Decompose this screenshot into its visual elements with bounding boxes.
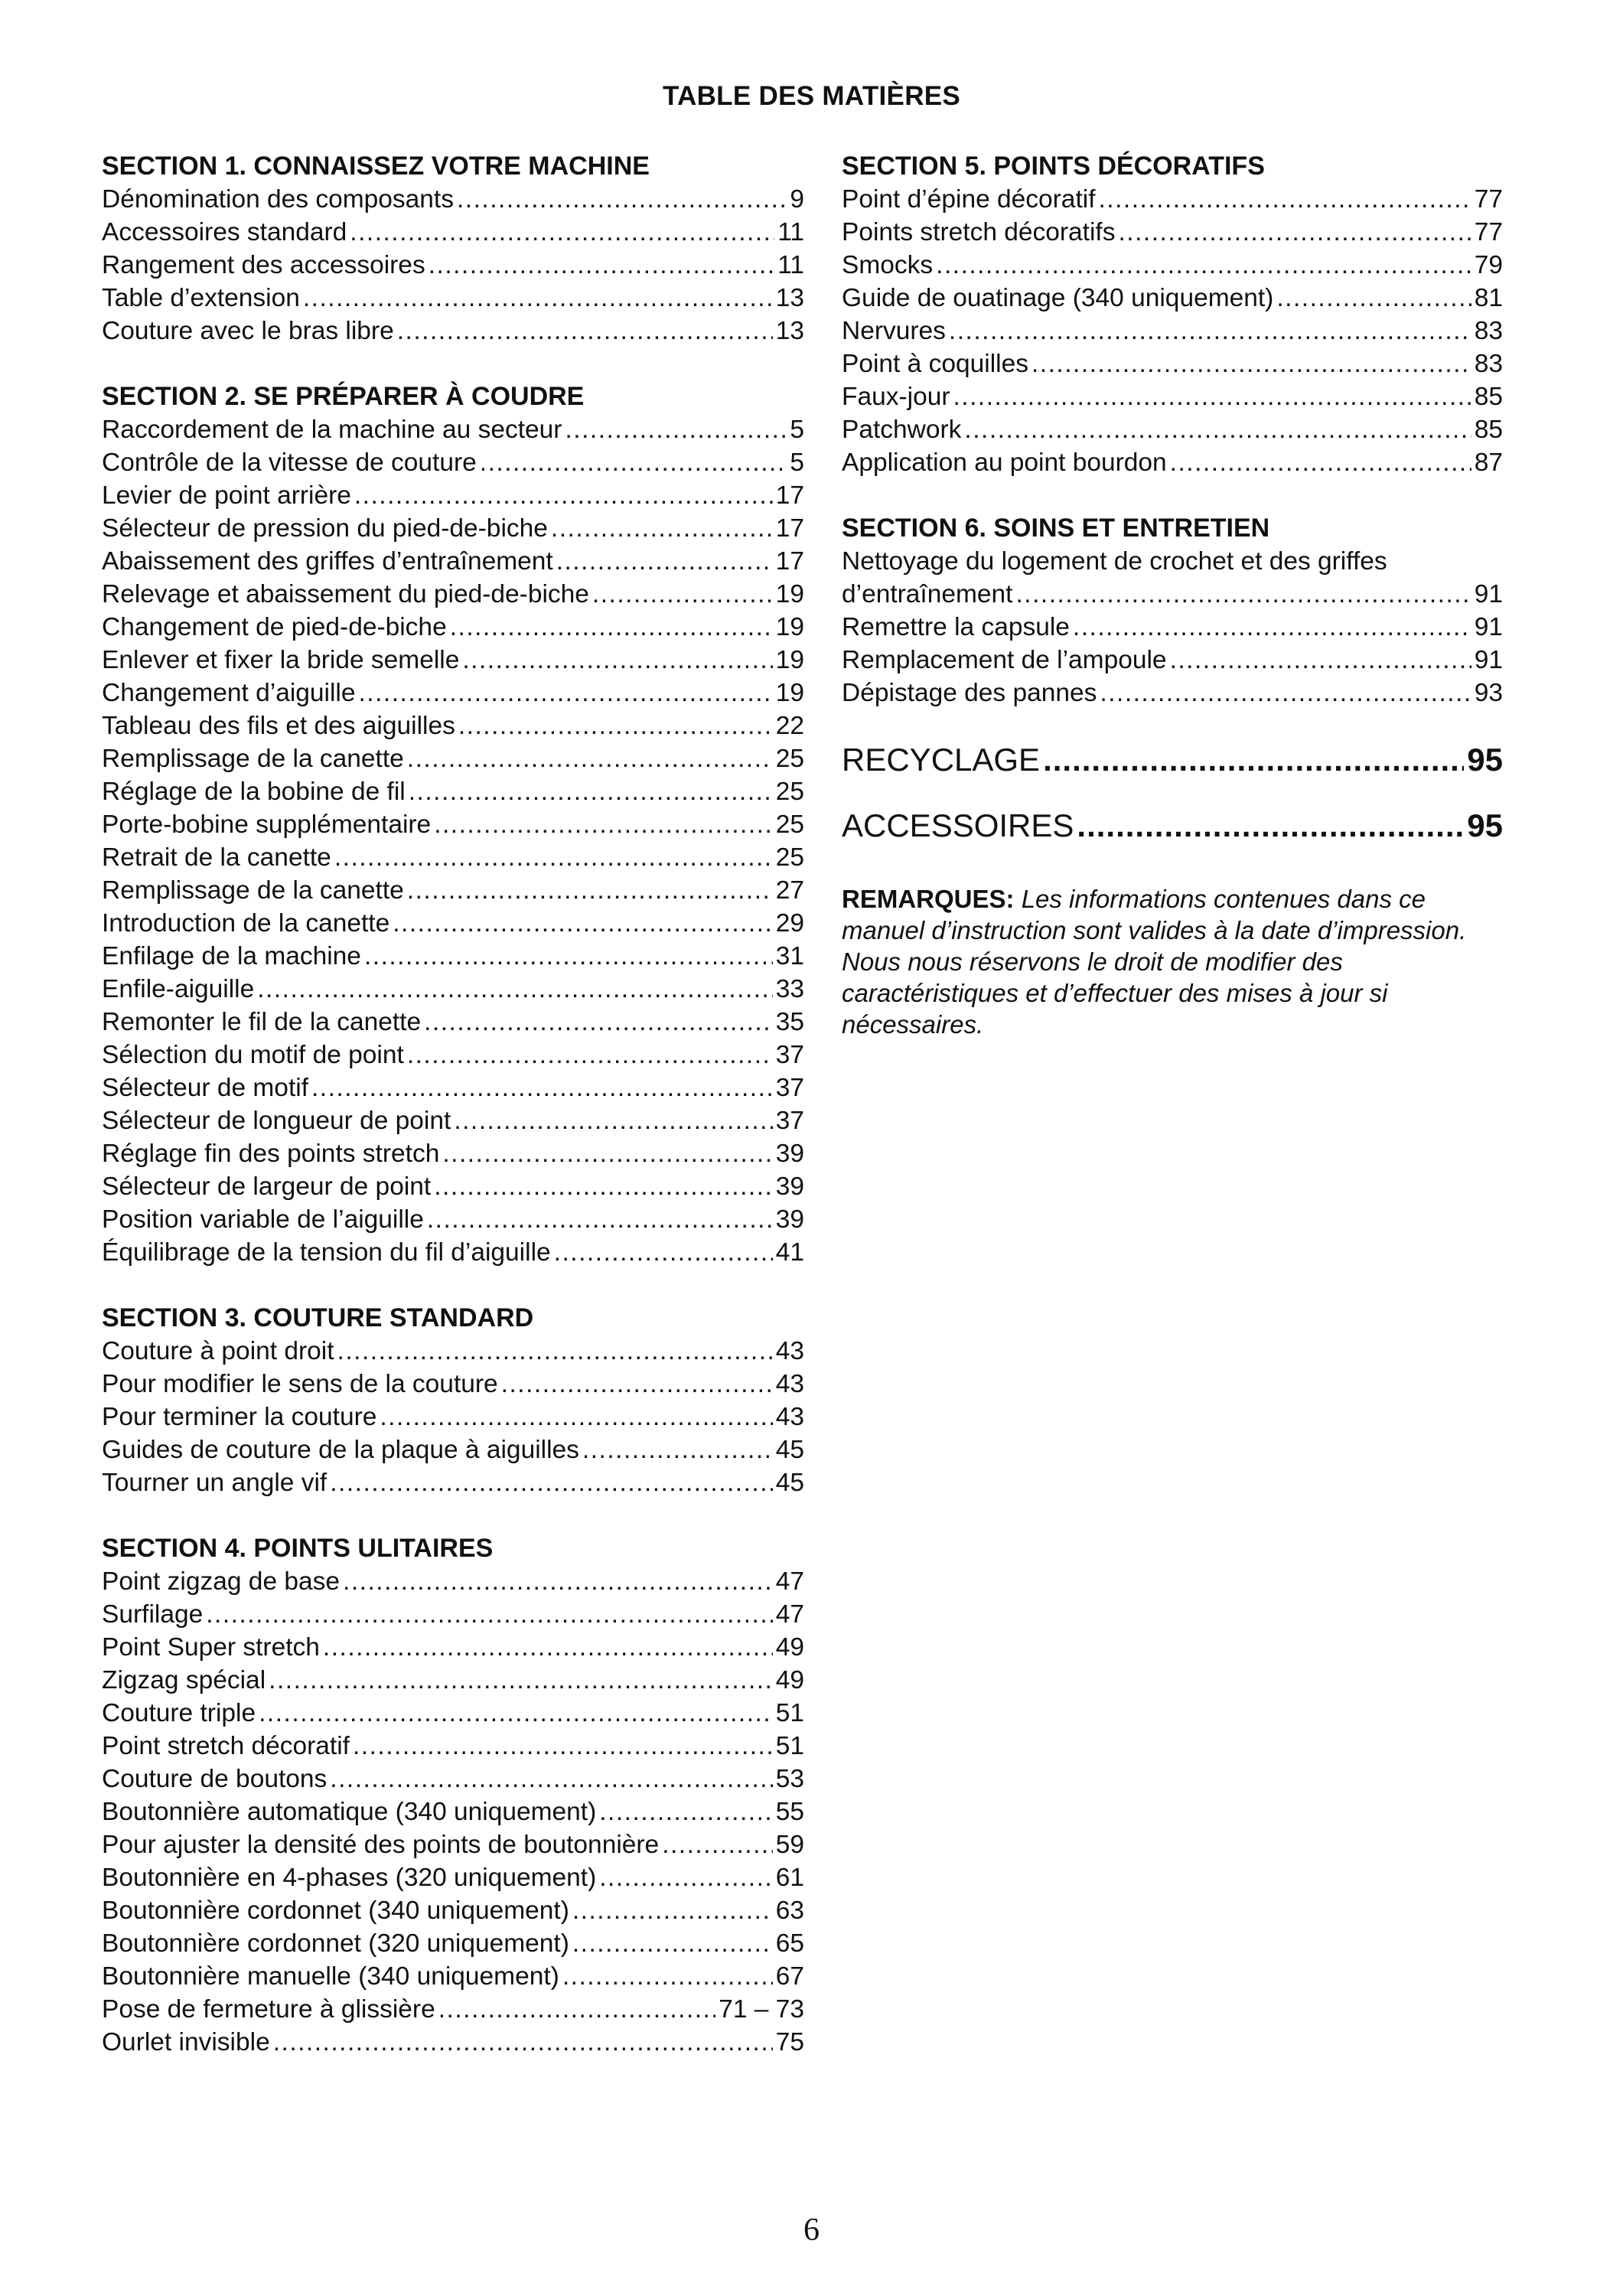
- dot-leader: [1043, 727, 1464, 793]
- toc-entry-label: Pose de fermeture à glissière: [102, 1995, 435, 2024]
- toc-entry-page: 95: [1467, 742, 1503, 778]
- toc-entry: [102, 841, 804, 874]
- dot-leader: [337, 1335, 773, 1368]
- toc-entry-label: Remplacement de l’ampoule: [842, 646, 1167, 674]
- dot-leader: [273, 2026, 773, 2059]
- dot-leader: [397, 315, 773, 347]
- toc-entry: [102, 1861, 804, 1894]
- dot-leader: [323, 1631, 773, 1664]
- toc-entry-page: 43: [775, 1403, 804, 1431]
- toc-entry-page: 19: [775, 613, 804, 641]
- dot-leader: [936, 249, 1471, 282]
- toc-entry-page: 55: [775, 1798, 804, 1826]
- toc-entry-page: 39: [775, 1172, 804, 1201]
- toc-entry-page: 43: [775, 1370, 804, 1398]
- toc-entry-page: 13: [775, 317, 804, 345]
- toc-entry: [102, 446, 804, 479]
- toc-entry: [102, 1368, 804, 1401]
- toc-entry-label: Remplissage de la canette: [102, 745, 404, 773]
- dot-leader: [599, 1861, 772, 1894]
- toc-entry-label: Sélecteur de longueur de point: [102, 1107, 451, 1135]
- toc-entry: [102, 1006, 804, 1039]
- toc-entry-page: 35: [775, 1008, 804, 1036]
- dot-leader: [582, 1433, 773, 1466]
- toc-entry-page: 37: [775, 1107, 804, 1135]
- toc-entry: [842, 380, 1503, 413]
- toc-entry-page: 53: [775, 1765, 804, 1793]
- dot-leader: [551, 512, 773, 545]
- toc-entry-page: 41: [775, 1238, 804, 1267]
- toc-entry-page: 22: [775, 712, 804, 740]
- toc-entry-page: 49: [775, 1666, 804, 1694]
- toc-entry: [102, 973, 804, 1006]
- toc-entry-page: 83: [1474, 350, 1503, 378]
- dot-leader: [953, 380, 1471, 413]
- toc-entry-page: 87: [1474, 448, 1503, 477]
- dot-leader: [1170, 644, 1471, 677]
- dot-leader: [662, 1828, 773, 1861]
- toc-entry-page: 75: [775, 2028, 804, 2056]
- toc-entry: [102, 808, 804, 841]
- toc-entry-label: Enfile-aiguille: [102, 975, 255, 1003]
- section-heading: SECTION 5. POINTS DÉCORATIFS: [842, 152, 1265, 181]
- section-heading: SECTION 6. SOINS ET ENTRETIEN: [842, 514, 1270, 543]
- toc-entry-page: 63: [775, 1896, 804, 1925]
- toc-entry-label: Raccordement de la machine au secteur: [102, 416, 562, 444]
- toc-entry-label: Table d’extension: [102, 284, 300, 312]
- toc-entry: [102, 644, 804, 677]
- toc-entry-label: RECYCLAGE: [842, 742, 1041, 778]
- toc-entry-page: 67: [775, 1962, 804, 1991]
- toc-entry-label: Remplissage de la canette: [102, 876, 404, 905]
- toc-entry-page: 9: [790, 185, 804, 214]
- toc-entry-label: Levier de point arrière: [102, 481, 351, 510]
- toc-entry-page: 11: [777, 218, 804, 246]
- dot-leader: [572, 1927, 773, 1960]
- toc-entry-page: 93: [1474, 679, 1503, 707]
- toc-entry: [842, 446, 1503, 479]
- toc-section-2: [102, 380, 804, 1269]
- toc-entry-page: 71 – 73: [719, 1995, 804, 2024]
- dot-leader: [1077, 793, 1464, 859]
- dot-leader: [1276, 282, 1471, 315]
- toc-entry-label: Équilibrage de la tension du fil d’aiguille: [102, 1238, 551, 1267]
- toc-entry: [102, 1894, 804, 1927]
- toc-entry: [102, 1104, 804, 1137]
- toc-entry: [842, 578, 1503, 611]
- dot-leader: [359, 677, 773, 709]
- toc-entry-label: Couture avec le bras libre: [102, 317, 394, 345]
- toc-entry-label: Changement de pied-de-biche: [102, 613, 447, 641]
- toc-entry-page: 91: [1474, 613, 1503, 641]
- toc-entry-page: 37: [775, 1074, 804, 1102]
- toc-entry-page: 39: [775, 1140, 804, 1168]
- toc-entry-label: Pour ajuster la densité des points de boutonnière: [102, 1831, 660, 1859]
- dot-leader: [565, 413, 787, 446]
- toc-entry-page: 19: [775, 646, 804, 674]
- toc-entry-page: 25: [775, 745, 804, 773]
- toc-entry-page: 17: [775, 547, 804, 576]
- toc-entry-page: 43: [775, 1337, 804, 1365]
- toc-entry: [842, 249, 1503, 282]
- toc-entry-page: 91: [1474, 580, 1503, 608]
- toc-entry-label: Surfilage: [102, 1600, 204, 1629]
- toc-entry-label: Zigzag spécial: [102, 1666, 266, 1694]
- toc-entry-label: Sélecteur de pression du pied-de-biche: [102, 514, 548, 543]
- toc-entry: [102, 1730, 804, 1763]
- toc-entry: [102, 1401, 804, 1433]
- toc-entry: [842, 183, 1503, 216]
- toc-entry: [842, 347, 1503, 380]
- toc-entry-label: Enlever et fixer la bride semelle: [102, 646, 460, 674]
- dot-leader: [592, 578, 773, 611]
- dot-leader: [409, 775, 773, 808]
- toc-entry-page: 65: [775, 1929, 804, 1958]
- toc-entry-page: 37: [775, 1041, 804, 1069]
- dot-leader: [454, 1104, 772, 1137]
- remarks-text: Les informations contenues dans ce manuel d’instruction sont valides à la date d’impression. Nous nous réservons le droit de modifier des caractéristiques et d’effectuer des mises à jour si nécessaires.: [842, 885, 1467, 1039]
- toc-entry: [102, 1039, 804, 1071]
- toc-entry: [102, 1433, 804, 1466]
- toc-entry-label: Boutonnière cordonnet (340 uniquement): [102, 1896, 569, 1925]
- toc-entry-label: Dénomination des composants: [102, 185, 454, 214]
- dot-leader: [429, 249, 775, 282]
- toc-entry: [102, 1960, 804, 1993]
- dot-leader: [964, 413, 1471, 446]
- toc-entry: [102, 512, 804, 545]
- dot-leader: [1015, 578, 1471, 611]
- toc-entry-label: Patchwork: [842, 416, 962, 444]
- toc-entry-page: 17: [775, 481, 804, 510]
- toc-entry-label: Remettre la capsule: [842, 613, 1070, 641]
- left-column: [102, 0, 804, 2092]
- toc-section-4: [102, 1532, 804, 2059]
- toc-entry-label: Couture de boutons: [102, 1765, 328, 1793]
- toc-entry: [102, 775, 804, 808]
- dot-leader: [480, 446, 787, 479]
- toc-entry-page: 25: [775, 778, 804, 806]
- toc-entry-page: 45: [775, 1436, 804, 1464]
- toc-entry-label: Tableau des fils et des aiguilles: [102, 712, 455, 740]
- toc-entry: [102, 1697, 804, 1730]
- toc-entry-page: 25: [775, 810, 804, 839]
- toc-entry-page: 83: [1474, 317, 1503, 345]
- toc-entry-label: Relevage et abaissement du pied-de-biche: [102, 580, 589, 608]
- toc-entry: [842, 282, 1503, 315]
- toc-entry-label: Rangement des accessoires: [102, 251, 425, 279]
- toc-entry-page: 59: [775, 1831, 804, 1859]
- toc-entry-label: Application au point bourdon: [842, 448, 1167, 477]
- toc-entry-label: Réglage de la bobine de fil: [102, 778, 406, 806]
- toc-entry: [102, 1565, 804, 1598]
- toc-entry-page: 29: [775, 909, 804, 938]
- page-number: 6: [803, 2213, 820, 2248]
- toc-entry: [102, 1795, 804, 1828]
- dot-leader: [562, 1960, 773, 1993]
- toc-entry-label: Faux-jour: [842, 383, 950, 411]
- right-column: [842, 0, 1503, 1040]
- toc-entry-label: Contrôle de la vitesse de couture: [102, 448, 477, 477]
- dot-leader: [599, 1795, 772, 1828]
- toc-entry: [102, 1170, 804, 1203]
- section-heading: SECTION 1. CONNAISSEZ VOTRE MACHINE: [102, 152, 650, 181]
- toc-entry-label: Enfilage de la machine: [102, 942, 361, 970]
- toc-entry: [842, 611, 1503, 644]
- toc-section-6: [842, 512, 1503, 709]
- toc-entry-label: Boutonnière en 4-phases (320 uniquement): [102, 1864, 597, 1892]
- dot-leader: [434, 1170, 773, 1203]
- dot-leader: [1170, 446, 1471, 479]
- dot-leader: [1119, 216, 1471, 249]
- toc-entry-label: Point zigzag de base: [102, 1567, 341, 1596]
- toc-entry: [102, 216, 804, 249]
- toc-entry-page: 33: [775, 975, 804, 1003]
- toc-entry-page: 19: [775, 580, 804, 608]
- toc-entry-label: ACCESSOIRES: [842, 807, 1074, 843]
- toc-entry: [102, 1664, 804, 1697]
- toc-entry: [102, 479, 804, 512]
- dot-leader: [269, 1664, 773, 1697]
- toc-entry: [102, 611, 804, 644]
- toc-entry-label: Couture triple: [102, 1699, 256, 1727]
- toc-entry: [102, 1236, 804, 1269]
- dot-leader: [1099, 183, 1471, 216]
- toc-section-3: [102, 1302, 804, 1499]
- dot-leader: [424, 1006, 773, 1039]
- section-heading: SECTION 4. POINTS ULITAIRES: [102, 1534, 494, 1563]
- toc-entry-page: 17: [775, 514, 804, 543]
- dot-leader: [364, 940, 773, 973]
- toc-entry-page: 5: [790, 416, 804, 444]
- toc-entry: [842, 216, 1503, 249]
- toc-entry: [102, 1598, 804, 1631]
- toc-entry-page: 45: [775, 1469, 804, 1497]
- dot-leader: [257, 973, 772, 1006]
- toc-entry-label: Guide de ouatinage (340 uniquement): [842, 284, 1274, 312]
- toc-entry: [102, 709, 804, 742]
- toc-entry-label: Boutonnière manuelle (340 uniquement): [102, 1962, 559, 1991]
- toc-entry: [102, 1071, 804, 1104]
- toc-entry-page: 5: [790, 448, 804, 477]
- dot-leader: [438, 1993, 716, 2026]
- toc-entry: [842, 644, 1503, 677]
- remarks-label: REMARQUES:: [842, 885, 1015, 913]
- toc-entry: [102, 282, 804, 315]
- toc-entry-label: Dépistage des pannes: [842, 679, 1097, 707]
- toc-entry-label: Sélecteur de motif: [102, 1074, 308, 1102]
- dot-leader: [407, 874, 773, 907]
- toc-entry-label: Sélecteur de largeur de point: [102, 1172, 432, 1201]
- toc-entry-page: 61: [775, 1864, 804, 1892]
- dot-leader: [554, 1236, 773, 1269]
- toc-entry-label: Point stretch décoratif: [102, 1732, 350, 1760]
- dot-leader: [1100, 677, 1471, 709]
- dot-leader: [343, 1565, 773, 1598]
- dot-leader: [458, 709, 773, 742]
- toc-entry-label: Réglage fin des points stretch: [102, 1140, 440, 1168]
- toc-entry-label: Porte-bobine supplémentaire: [102, 810, 432, 839]
- toc-entry-page: 25: [775, 843, 804, 872]
- toc-entry-label: Point d’épine décoratif: [842, 185, 1096, 214]
- dot-leader: [330, 1466, 772, 1499]
- toc-entry: [102, 1203, 804, 1236]
- toc-entry-label: Pour terminer la couture: [102, 1403, 377, 1431]
- toc-entry: [102, 183, 804, 216]
- toc-entry-page: 51: [775, 1732, 804, 1760]
- dot-leader: [442, 1137, 772, 1170]
- toc-entry-page: 27: [775, 876, 804, 905]
- toc-entry-page: 77: [1474, 218, 1503, 246]
- toc-entry-page: 19: [775, 679, 804, 707]
- toc-entry-page: 91: [1474, 646, 1503, 674]
- toc-entry: [102, 907, 804, 940]
- toc-entry-label: Point à coquilles: [842, 350, 1028, 378]
- dot-leader: [450, 611, 773, 644]
- toc-entry-page: 95: [1467, 807, 1503, 843]
- toc-entry-label: Introduction de la canette: [102, 909, 390, 938]
- toc-entry-page: 81: [1474, 284, 1503, 312]
- toc-entry: [102, 1137, 804, 1170]
- toc-entry: [842, 727, 1503, 793]
- dot-leader: [1031, 347, 1471, 380]
- toc-entry-page: 51: [775, 1699, 804, 1727]
- dot-leader: [572, 1894, 773, 1927]
- dot-leader: [353, 1730, 773, 1763]
- toc-entry-page: 77: [1474, 185, 1503, 214]
- toc-entry-page: 85: [1474, 383, 1503, 411]
- toc-entry-page: 39: [775, 1205, 804, 1234]
- toc-entry: [102, 249, 804, 282]
- dot-leader: [501, 1368, 773, 1401]
- toc-entry-label: Points stretch décoratifs: [842, 218, 1116, 246]
- dot-leader: [303, 282, 773, 315]
- toc-entry-label: Nervures: [842, 317, 946, 345]
- toc-entry: [102, 742, 804, 775]
- toc-entry: [102, 1763, 804, 1795]
- toc-entry-label: Smocks: [842, 251, 934, 279]
- toc-entry-page: 11: [777, 251, 804, 279]
- toc-entry-label: Boutonnière automatique (340 uniquement): [102, 1798, 597, 1826]
- toc-entry-label: Ourlet invisible: [102, 2028, 270, 2056]
- toc-section-5: [842, 150, 1503, 479]
- toc-entry-label: Accessoires standard: [102, 218, 347, 246]
- toc-entry: [102, 677, 804, 709]
- dot-leader: [393, 907, 773, 940]
- dot-leader: [330, 1763, 772, 1795]
- toc-section-1: [102, 150, 804, 347]
- toc-entry-label: Changement d’aiguille: [102, 679, 356, 707]
- toc-entry: [102, 874, 804, 907]
- toc-entry-label: Point Super stretch: [102, 1633, 320, 1662]
- toc-entry: [102, 1466, 804, 1499]
- dot-leader: [354, 479, 773, 512]
- toc-entry: [102, 315, 804, 347]
- toc-entry-label: Couture à point droit: [102, 1337, 334, 1365]
- toc-entry-label: Pour modifier le sens de la couture: [102, 1370, 498, 1398]
- toc-entry: [102, 1335, 804, 1368]
- toc-entry: [102, 413, 804, 446]
- toc-entry: [842, 677, 1503, 709]
- toc-entry: [102, 545, 804, 578]
- toc-entry-label: Tourner un angle vif: [102, 1469, 328, 1497]
- remarks-note: [842, 883, 1503, 1040]
- dot-leader: [1073, 611, 1471, 644]
- toc-entry: [102, 1927, 804, 1960]
- dot-leader: [457, 183, 787, 216]
- toc-entry: [842, 413, 1503, 446]
- toc-entry-label: Guides de couture de la plaque à aiguilles: [102, 1436, 579, 1464]
- dot-leader: [462, 644, 772, 677]
- toc-entry-page: 13: [775, 284, 804, 312]
- toc-entry-label: Retrait de la canette: [102, 843, 331, 872]
- dot-leader: [206, 1598, 773, 1631]
- section-heading: SECTION 3. COUTURE STANDARD: [102, 1303, 534, 1332]
- dot-leader: [407, 742, 773, 775]
- dot-leader: [427, 1203, 773, 1236]
- toc-entry: [842, 793, 1503, 859]
- toc-main-entries: [842, 727, 1503, 859]
- toc-entry-page: 49: [775, 1633, 804, 1662]
- toc-entry: [102, 1631, 804, 1664]
- dot-leader: [556, 545, 773, 578]
- toc-entry-label: Abaissement des griffes d’entraînement: [102, 547, 553, 576]
- dot-leader: [380, 1401, 772, 1433]
- toc-entry: [102, 940, 804, 973]
- dot-leader: [434, 808, 773, 841]
- toc-entry-label: Sélection du motif de point: [102, 1041, 404, 1069]
- toc-entry-label: Nettoyage du logement de crochet et des griffes: [842, 547, 1387, 576]
- toc-entry-page: 47: [775, 1600, 804, 1629]
- toc-entry-page: 79: [1474, 251, 1503, 279]
- toc-entry: [102, 578, 804, 611]
- toc-entry-label: Boutonnière cordonnet (320 uniquement): [102, 1929, 569, 1958]
- page-title: TABLE DES MATIÈRES: [662, 81, 961, 111]
- dot-leader: [334, 841, 773, 874]
- toc-entry: [102, 1993, 804, 2026]
- dot-leader: [311, 1071, 773, 1104]
- toc-entry-label: Remonter le fil de la canette: [102, 1008, 422, 1036]
- section-heading: SECTION 2. SE PRÉPARER À COUDRE: [102, 382, 585, 411]
- dot-leader: [407, 1039, 773, 1071]
- toc-entry-label: d’entraînement: [842, 580, 1013, 608]
- dot-leader: [259, 1697, 773, 1730]
- toc-entry: [842, 315, 1503, 347]
- toc-entry-page: 85: [1474, 416, 1503, 444]
- dot-leader: [949, 315, 1471, 347]
- toc-entry: [102, 1828, 804, 1861]
- toc-entry-page: 31: [775, 942, 804, 970]
- toc-entry: [102, 2026, 804, 2059]
- toc-entry-label: Position variable de l’aiguille: [102, 1205, 424, 1234]
- toc-entry-page: 47: [775, 1567, 804, 1596]
- dot-leader: [350, 216, 774, 249]
